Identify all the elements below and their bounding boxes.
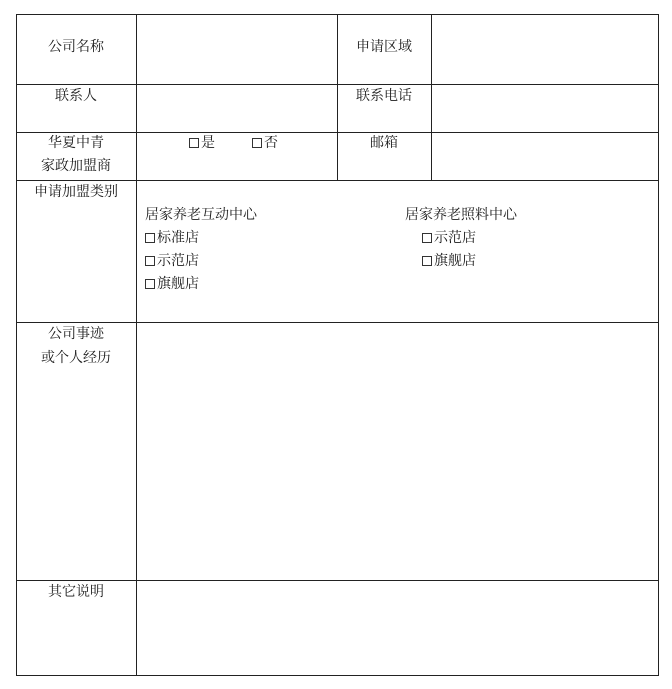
label-other-notes: 其它说明 bbox=[48, 584, 104, 600]
group2-option-demo[interactable] bbox=[422, 227, 476, 249]
option-no[interactable] bbox=[252, 132, 278, 154]
contact-person-field[interactable] bbox=[137, 85, 337, 132]
label-email: 邮箱 bbox=[370, 135, 398, 151]
checkbox-icon[interactable] bbox=[422, 256, 432, 266]
label-contact-phone: 联系电话 bbox=[356, 88, 412, 104]
option-yes[interactable] bbox=[189, 132, 215, 154]
label-huaxia-franchisee-line1: 华夏中青 bbox=[48, 135, 104, 151]
option-label: 旗舰店 bbox=[434, 253, 476, 269]
franchise-application-form bbox=[16, 14, 659, 676]
email-field[interactable] bbox=[432, 133, 658, 180]
checkbox-icon[interactable] bbox=[252, 138, 262, 148]
option-label: 示范店 bbox=[434, 230, 476, 246]
other-notes-field[interactable] bbox=[137, 581, 658, 675]
label-company-name: 公司名称 bbox=[48, 39, 104, 55]
label-franchise-category: 申请加盟类别 bbox=[34, 184, 118, 200]
group2-title: 居家养老照料中心 bbox=[405, 207, 517, 223]
grid-line bbox=[16, 675, 659, 676]
group2-option-flagship[interactable] bbox=[422, 250, 476, 272]
group1-option-demo[interactable] bbox=[145, 250, 199, 272]
option-yes-label: 是 bbox=[201, 135, 215, 151]
group1-option-standard[interactable] bbox=[145, 227, 199, 249]
option-label: 示范店 bbox=[157, 253, 199, 269]
label-apply-region: 申请区域 bbox=[356, 39, 412, 55]
label-company-deeds-line2: 或个人经历 bbox=[41, 350, 111, 366]
option-label: 标准店 bbox=[157, 230, 199, 246]
group1-option-flagship[interactable] bbox=[145, 273, 199, 295]
option-no-label: 否 bbox=[264, 135, 278, 151]
label-company-deeds-line1: 公司事迹 bbox=[48, 326, 104, 342]
apply-region-field[interactable] bbox=[432, 15, 658, 84]
label-contact-person: 联系人 bbox=[55, 88, 97, 104]
company-name-field[interactable] bbox=[137, 15, 337, 84]
checkbox-icon[interactable] bbox=[145, 256, 155, 266]
checkbox-icon[interactable] bbox=[145, 279, 155, 289]
grid-line bbox=[658, 14, 659, 676]
option-label: 旗舰店 bbox=[157, 276, 199, 292]
grid-line bbox=[16, 14, 17, 676]
checkbox-icon[interactable] bbox=[145, 233, 155, 243]
contact-phone-field[interactable] bbox=[432, 85, 658, 132]
checkbox-icon[interactable] bbox=[189, 138, 199, 148]
label-huaxia-franchisee-line2: 家政加盟商 bbox=[41, 158, 111, 174]
group1-title: 居家养老互动中心 bbox=[145, 207, 257, 223]
checkbox-icon[interactable] bbox=[422, 233, 432, 243]
company-deeds-field[interactable] bbox=[137, 323, 658, 580]
